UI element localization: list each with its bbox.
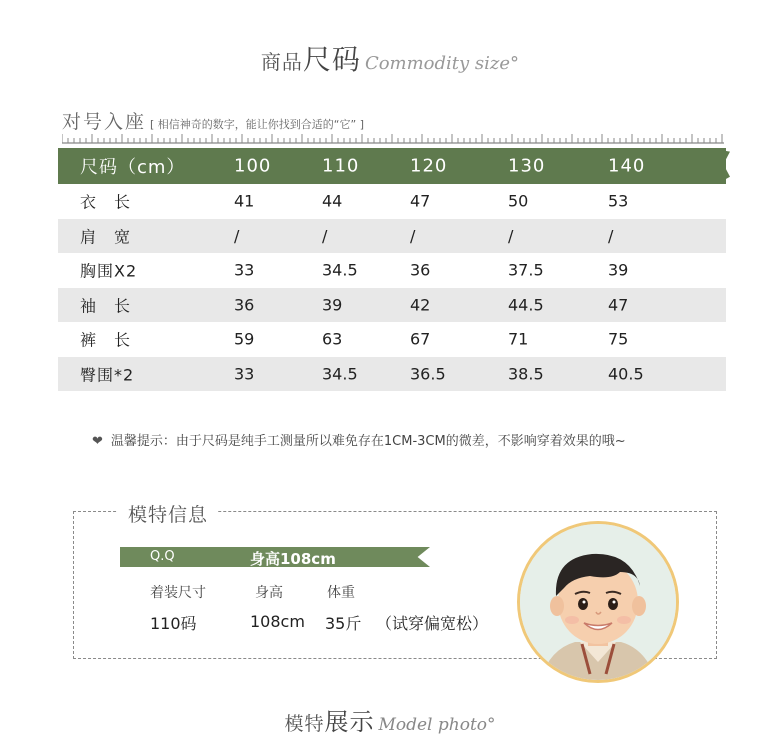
label-weight: 体重: [327, 585, 355, 601]
table-header-cell: 120: [410, 155, 448, 177]
table-cell: 胸围X2: [80, 261, 138, 281]
size-subtitle: [62, 107, 364, 134]
tip-text: 温馨提示：由于尺码是纯手工测量所以难免存在1CM-3CM的微差，不影响穿着效果的哦~: [110, 434, 626, 449]
table-cell: /: [410, 226, 416, 246]
model-height-band: 身高108cm: [250, 550, 336, 568]
table-cell: 38.5: [508, 364, 544, 384]
table-cell: 34.5: [322, 364, 358, 384]
table-cell: 39: [608, 260, 629, 280]
table-cell: 44.5: [508, 295, 544, 315]
table-cell: 39: [322, 295, 343, 315]
table-cell: 34.5: [322, 260, 358, 280]
section-header: [0, 38, 780, 78]
table-cell: /: [608, 226, 614, 246]
table-cell: 47: [410, 191, 431, 211]
table-row: [58, 184, 726, 219]
table-cell: 袖 长: [80, 296, 132, 316]
table-row: [58, 219, 726, 254]
table-row: [58, 253, 726, 288]
table-cell: 衣 长: [80, 192, 132, 212]
table-cell: 裤 长: [80, 330, 132, 350]
table-row: [58, 288, 726, 323]
section-footer: [0, 702, 780, 737]
table-cell: 42: [410, 295, 431, 315]
table-header-cell: 尺码（cm）: [80, 157, 186, 178]
table-cell: 53: [608, 191, 629, 211]
table-header-row: [58, 148, 726, 184]
table-header-cell: 100: [234, 155, 272, 177]
model-name: Q.Q: [150, 549, 175, 564]
table-cell: 50: [508, 191, 529, 211]
table-header-cell: 140: [608, 155, 646, 177]
table-cell: 41: [234, 191, 255, 211]
label-fit-size: 着装尺寸: [150, 585, 206, 601]
size-table: [58, 148, 726, 391]
model-photo: [517, 521, 679, 683]
model-section-title: 模特信息: [118, 500, 218, 527]
header-title-en: Commodity size°: [364, 53, 520, 74]
label-height: 身高: [255, 585, 283, 601]
table-cell: 37.5: [508, 260, 544, 280]
footer-title-cn: 模特展示: [284, 708, 375, 736]
table-row: [58, 357, 726, 392]
subtitle-text: 对号入座: [62, 111, 147, 133]
child-portrait-illustration: [520, 524, 676, 680]
brush-edge: [708, 148, 730, 184]
table-cell: 47: [608, 295, 629, 315]
header-title-cn: 商品尺码: [260, 43, 361, 76]
value-fit-size: 110码: [150, 614, 197, 633]
value-weight: 35斤: [325, 614, 362, 633]
table-header-cell: 130: [508, 155, 546, 177]
table-cell: /: [508, 226, 514, 246]
table-cell: 63: [322, 329, 343, 349]
table-cell: 33: [234, 260, 255, 280]
table-cell: 59: [234, 329, 255, 349]
size-tip: [92, 430, 626, 449]
table-cell: 36: [234, 295, 255, 315]
table-header-cell: 110: [322, 155, 360, 177]
table-cell: 36.5: [410, 364, 446, 384]
table-cell: 33: [234, 364, 255, 384]
ruler-divider: [62, 132, 724, 144]
table-cell: 肩 宽: [80, 227, 132, 247]
table-cell: 67: [410, 329, 431, 349]
value-height: 108cm: [250, 612, 305, 631]
table-cell: /: [322, 226, 328, 246]
table-cell: 44: [322, 191, 343, 211]
table-cell: 36: [410, 260, 431, 280]
table-cell: 臀围*2: [80, 365, 135, 385]
table-cell: 40.5: [608, 364, 644, 384]
footer-title-en: Model photo°: [378, 715, 496, 735]
subtitle-note: [ 相信神奇的数字，能让你找到合适的“它” ]: [150, 118, 364, 131]
value-fit-note: （试穿偏宽松）: [376, 614, 489, 633]
table-cell: 71: [508, 329, 529, 349]
table-cell: /: [234, 226, 240, 246]
table-cell: 75: [608, 329, 629, 349]
heart-icon: ❤: [92, 434, 103, 449]
table-row: [58, 322, 726, 357]
